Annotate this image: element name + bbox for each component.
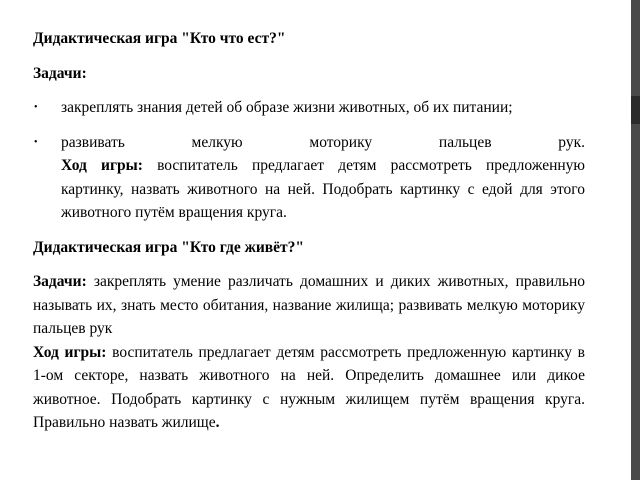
game2-tasks (33, 270, 585, 341)
game1-task-list (33, 96, 585, 225)
game2-tasks-text-b: развивать мелкую моторику пальцев рук (33, 296, 585, 337)
game2-title: Дидактическая игра "Кто где живёт?" (33, 238, 305, 256)
bullet-icon: • (34, 136, 38, 148)
bullet-icon: • (34, 102, 38, 113)
bullet-text: закреплять знания детей об образе жизни животных, об их питании; (61, 99, 513, 116)
slide-edge-accent (631, 96, 640, 124)
game2-tasks-text-a: закреплять умение различать домашних и диких животных, правильно называть их, знать место обитания, название жилища; (33, 273, 585, 314)
game1-procedure-label: Ход игры: (61, 157, 143, 174)
list-item (33, 96, 585, 120)
bullet-text: развивать мелкую моторику пальцев рук. (61, 133, 585, 151)
game1-procedure-text: воспитатель предлагает детям рассмотреть предложенную картинку, назвать животного на ней. Подобрать картинку с едой для этого животного путём вращения круга. (61, 157, 586, 221)
slide-content (33, 27, 585, 435)
game1-tasks-label: Задачи: (33, 64, 87, 82)
game2-procedure-end: . (215, 414, 220, 431)
game1-procedure (61, 154, 585, 225)
game2-procedure-text: воспитатель предлагает детям рассмотреть предложенную картинку в 1-ом секторе, назвать животного на ней. Определить домашнее или дикое животное. Подобрать картинку с нужным жилищем путём вращения круга. Правильно назвать жилище (33, 343, 585, 431)
game2-procedure-label: Ход игры: (33, 343, 107, 361)
game2-procedure (33, 341, 585, 435)
slide-edge-bar (631, 0, 640, 480)
game2-tasks-label: Задачи: (33, 273, 87, 290)
game1-title: Дидактическая игра "Кто что ест?" (33, 30, 286, 47)
list-item (33, 131, 585, 225)
